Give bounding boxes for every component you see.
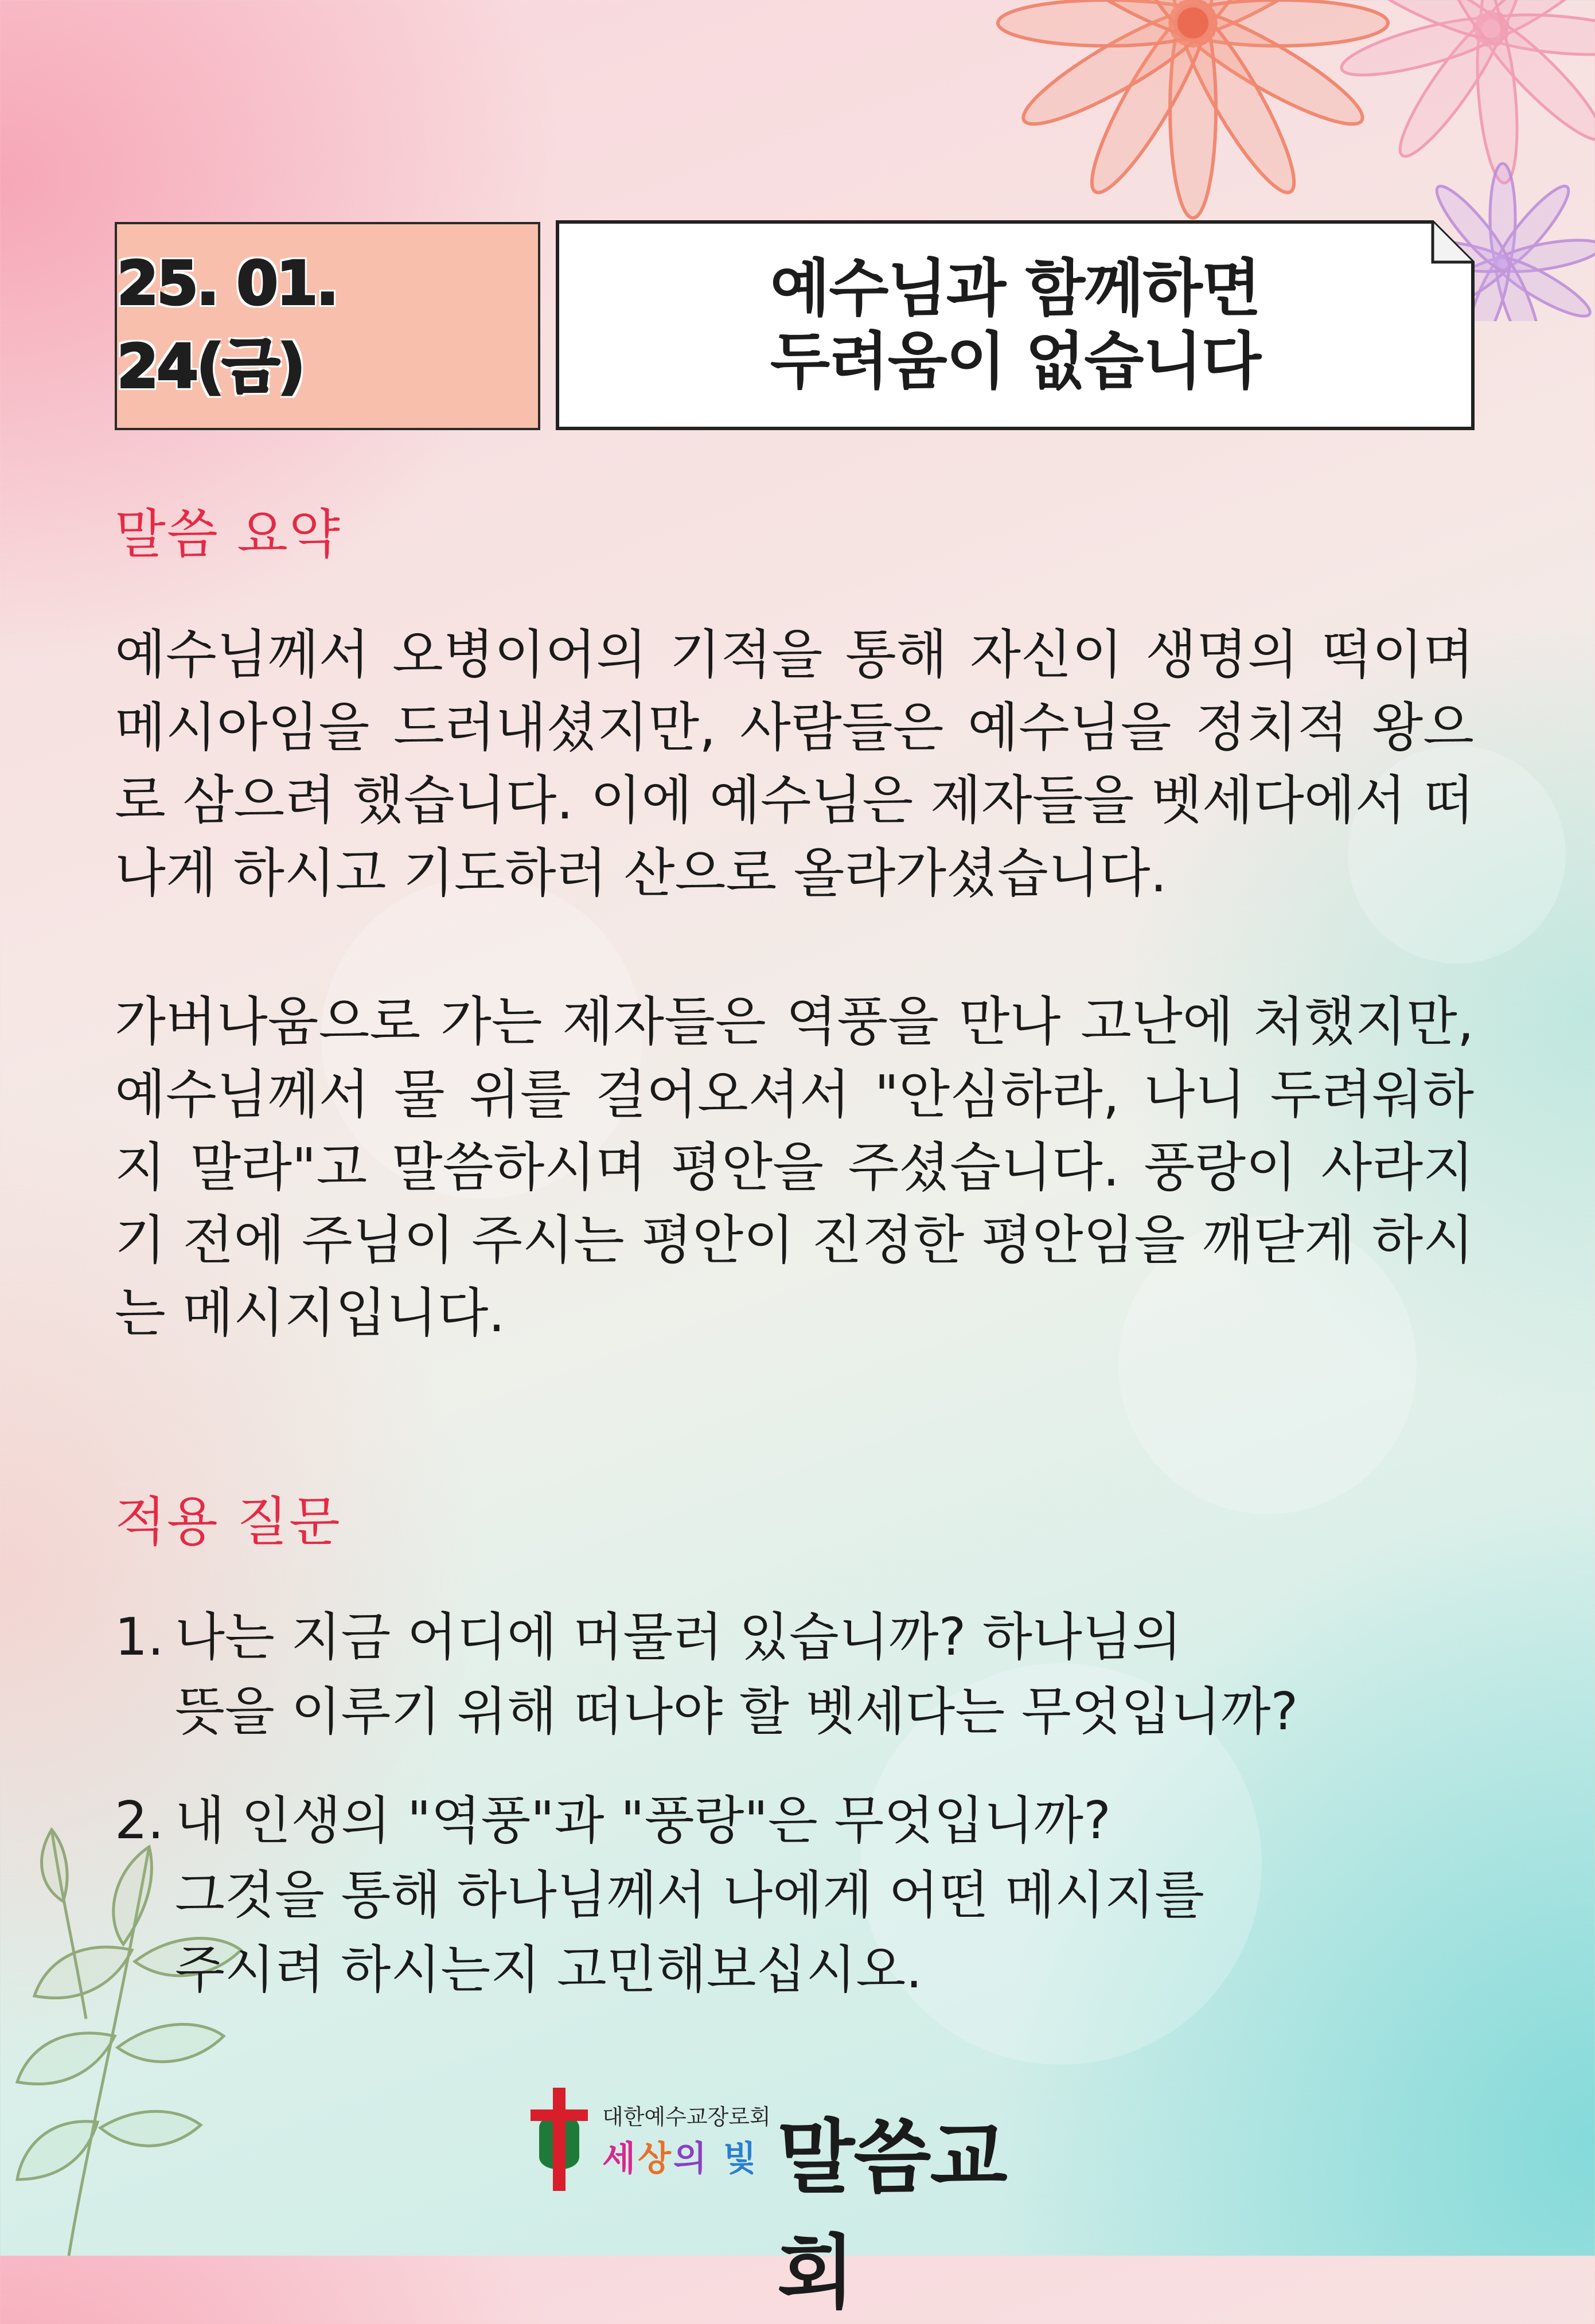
summary-paragraph-2: 가버나움으로 가는 제자들은 역풍을 만나 고난에 처했지만, 예수님께서 물 위를 걸어오셔서 "안심하라, 나니 두려워하지 말라"고 말씀하시며 평안을 주셨습니다. 풍랑이 사라지기 전에 주님이 주시는 평안이 진정한 평안임을 깨닫게 하시는 메시지입니다.	[115, 991, 1474, 1344]
church-name: 말씀교회	[777, 2111, 1007, 2320]
question-line: 나는 지금 어디에 머물러 있습니까? 하나님의	[175, 1607, 1182, 1667]
questions-heading: 적용 질문	[115, 1491, 341, 1553]
question-line: 내 인생의 "역풍"과 "풍랑"은 무엇입니까?	[175, 1791, 1111, 1851]
question-line: 그것을 통해 하나님께서 나에게 어떤 메시지를	[175, 1865, 1204, 1925]
summary-paragraph-1: 예수님께서 오병이어의 기적을 통해 자신이 생명의 떡이며 메시아임을 드러내셨지만, 사람들은 예수님을 정치적 왕으로 삼으려 했습니다. 이에 예수님은 제자들을 벳세다에서 떠나게 하시고 기도하러 산으로 올라가셨습니다.	[115, 624, 1474, 904]
question-line: 뜻을 이루기 위해 떠나야 할 벳세다는 무엇입니까?	[175, 1682, 1298, 1742]
question-number: 2.	[115, 1791, 164, 1851]
motto-label	[602, 2131, 759, 2181]
title-box	[555, 220, 1475, 431]
question-item-1	[115, 1600, 1474, 1749]
date-box	[115, 222, 540, 430]
page-title	[555, 220, 1475, 431]
motto-char: 의	[673, 2139, 709, 2179]
summary-heading: 말씀 요약	[115, 504, 341, 565]
question-number: 1.	[115, 1607, 164, 1667]
motto-char: 상	[637, 2139, 673, 2179]
denomination-label: 대한예수교장로회	[602, 2104, 771, 2130]
church-logo	[528, 2082, 1067, 2320]
title-line-2: 두려움이 없습니다	[770, 326, 1261, 397]
question-item-2	[115, 1784, 1474, 2007]
title-line-1: 예수님과 함께하면	[770, 252, 1261, 325]
question-line: 주시려 하시는지 고민해보십시오.	[175, 1940, 922, 2000]
motto-char: 빛	[708, 2139, 759, 2179]
cross-logo-icon	[528, 2088, 591, 2191]
date-label: 25. 01. 24(금)	[117, 248, 337, 401]
motto-char: 세	[602, 2139, 638, 2179]
